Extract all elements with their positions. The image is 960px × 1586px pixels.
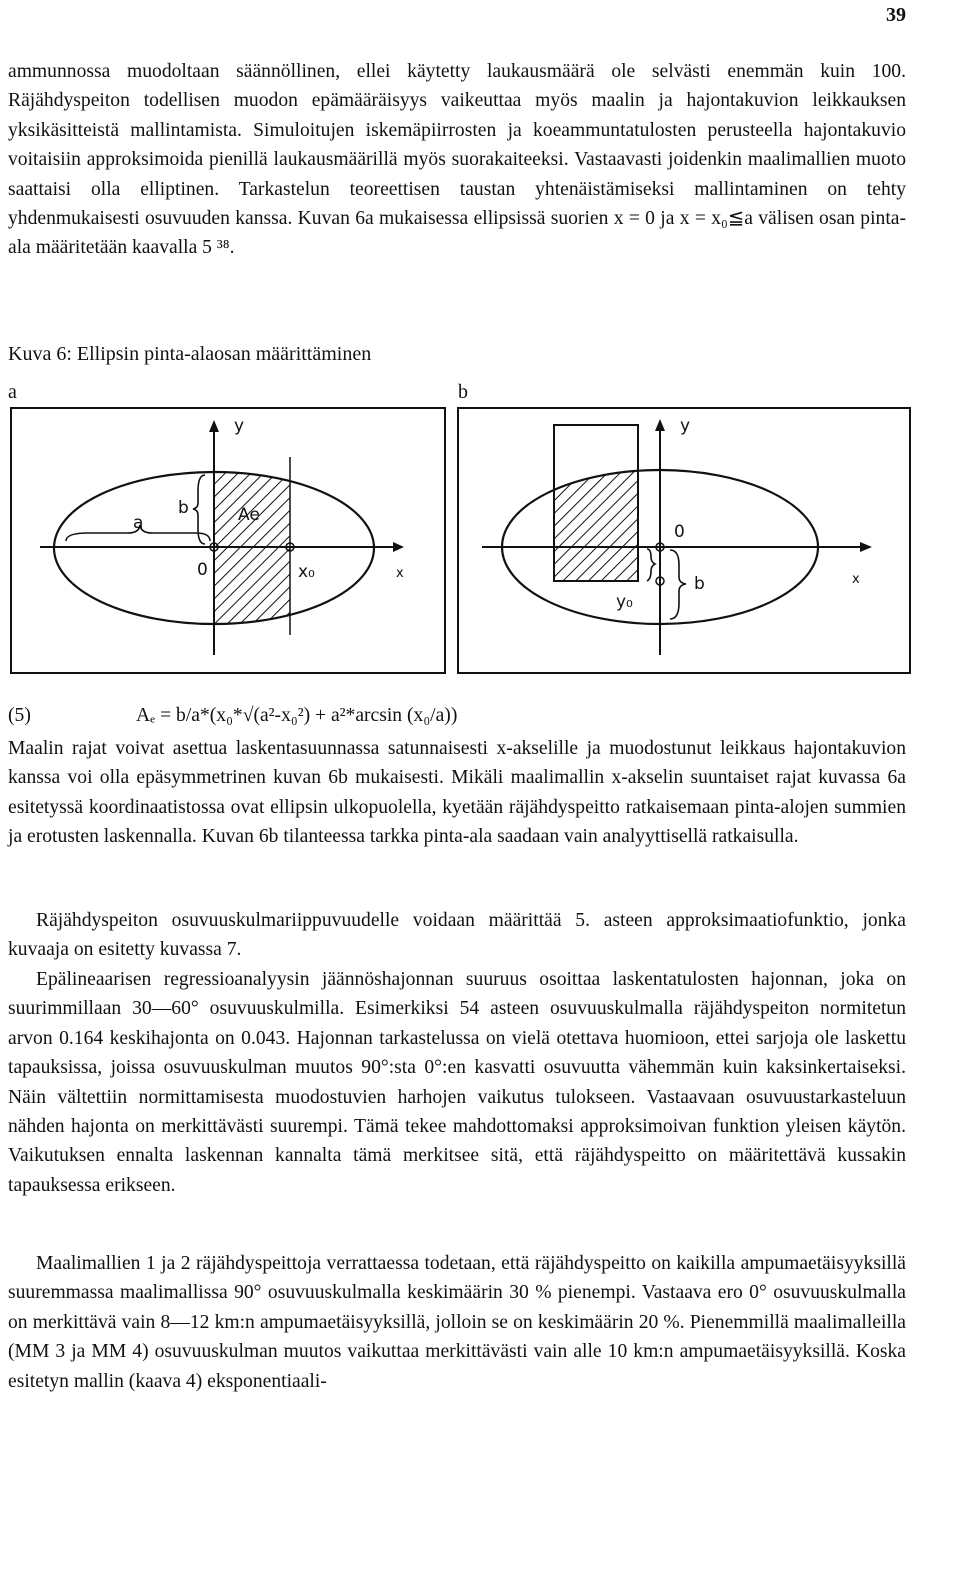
page-number: 39 [886,4,906,26]
ellipse-figure [0,405,960,690]
panel-b-diagram [458,408,910,673]
figure-caption: Kuva 6: Ellipsin pinta-alaosan määrittäminen [8,343,372,365]
panel-b-y-label: y [680,416,691,436]
panel-b-hatched-area [554,461,638,581]
panel-a-x-arrow [393,542,404,552]
equation-formula: Aₑ = b/a*(x₀*√(a²-x₀²) + a²*arcsin (x₀/a)) [136,705,458,726]
panel-b-semi-minor-label: b [694,574,705,594]
equation-number: (5) [8,705,31,726]
paragraph-5: Maalimallien 1 ja 2 räjähdyspeittoja verrattaessa todetaan, että räjähdyspeitto on kaikilla ampumaetäisyyksillä suuremmassa maalimallissa 90° osuvuuskulmalla keskimäärin 30 % pienempi. Vastaava ero 0° osuvuuskulmalla on merkittävä vain 8—12 km:n ampumaetäisyyksillä, jolloin se on keskimäärin 20 %. Pienemmillä maalimalleilla (MM 3 ja MM 4) osuvuuskulman muutos vaikuttaa merkittävästi vain alle 10 km:n ampumaetäisyyksillä. Koska esitetyn mallin (kaava 4) eksponentiaali- [8,1253,906,1392]
panel-a-label: a [8,381,17,403]
paragraph-1: ammunnossa muodoltaan säännöllinen, ellei käytetty laukausmäärä ole selvästi enemmän kuin 100. Räjähdyspeiton todellisen muodon epämääräisyys vaikeuttaa myös maalin ja hajontakuvion leikkauksen yksikäsitteistä mallintamista. Simuloitujen iskemäpiirrosten ja koeammuntatulosten perusteella hajontakuvio voitaisiin approksimoida pienillä laukausmäärillä myös suorakaiteeksi. Vastaavasti joidenkin maalimallien muoto saattaisi olla elliptinen. Tarkastelun teoreettisen taustan yhtenäistämiseksi mallintaminen on tehty yhdenmukaisesti osuvuuden kanssa. Kuvan 6a mukaisessa ellipsissä suorien x = 0 ja x = x₀≦a välisen osan pinta-ala määritetään kaavalla 5 ³⁸. [8,61,906,259]
panel-a-y-arrow [209,420,219,432]
panel-a-origin-label: 0 [197,560,208,580]
panel-b-brace-b [670,550,686,619]
panel-b-label: b [458,381,468,403]
panel-a-diagram [11,408,445,673]
panel-b-x-arrow [860,542,872,552]
panel-a-semi-minor-label: b [178,498,189,518]
panel-b-origin-label: 0 [674,522,685,542]
panel-b-brace-y0 [647,549,655,581]
panel-a-x-label: x [396,566,404,581]
panel-b-y0-label: y₀ [616,592,633,612]
paragraph-3: Räjähdyspeiton osuvuuskulmariippuvuudelle voidaan määrittää 5. asteen approksimaatiofunktio, jonka kuvaaja on esitetty kuvassa 7. [8,910,906,961]
panel-a-area-label: Ae [238,505,260,525]
panel-a-x0-label: x₀ [298,562,315,582]
paragraph-2: Maalin rajat voivat asettua laskentasuunnassa satunnaisesti x-akselille ja muodostunut leikkaus hajontakuvion kanssa voi olla epäsymmetrinen kuvan 6b mukaisesti. Mikäli maalimallin x-akselin suuntaiset rajat kuvassa 6a esitetyssä koordinaatistossa ovat ellipsin ulkopuolella, kyetään räjähdyspeitto ratkaisemaan pinta-alojen summien ja erotusten laskennalla. Kuvan 6b tilanteessa tarkka pinta-ala saadaan vain analyyttisellä ratkaisulla. [8,738,906,848]
panel-a-hatched-area [214,465,290,635]
panel-a-y-label: y [234,416,245,436]
panel-b-x-label: x [852,572,860,587]
panel-a-semi-major-label: a [133,513,144,533]
panel-b-y-arrow [655,419,665,431]
paragraph-4: Epälineaarisen regressioanalyysin jäännöshajonnan suuruus osoittaa laskentatulosten hajonnan, joka on suurimmillaan 30—60° osuvuuskulmilla. Esimerkiksi 54 asteen osuvuuskulmalla räjähdyspeiton normitetun arvon 0.164 keskihajonta on 0.043. Hajonnan tarkastelussa on vielä otettava huomioon, ettei sarjoja ole laskettu tapauksissa, joissa osuvuuskulman muutos 90°:sta 0°:en kasvatti osuvuutta vähemmän kuin kaksinkertaiseksi. Näin vältettiin normittamisesta muodostuvien harhojen vaikutus tulokseen. Vastaavaan osuvuustarkasteluun nähden hajonta on merkittävästi suurempi. Tämä tekee mahdottomaksi approksimoivan funktion yleisen käytön. Vaikutuksen ennalta laskennan kannalta tämä merkitsee sitä, että räjähdyspeitto on määritettävä kussakin tapauksessa erikseen. [8,969,906,1196]
